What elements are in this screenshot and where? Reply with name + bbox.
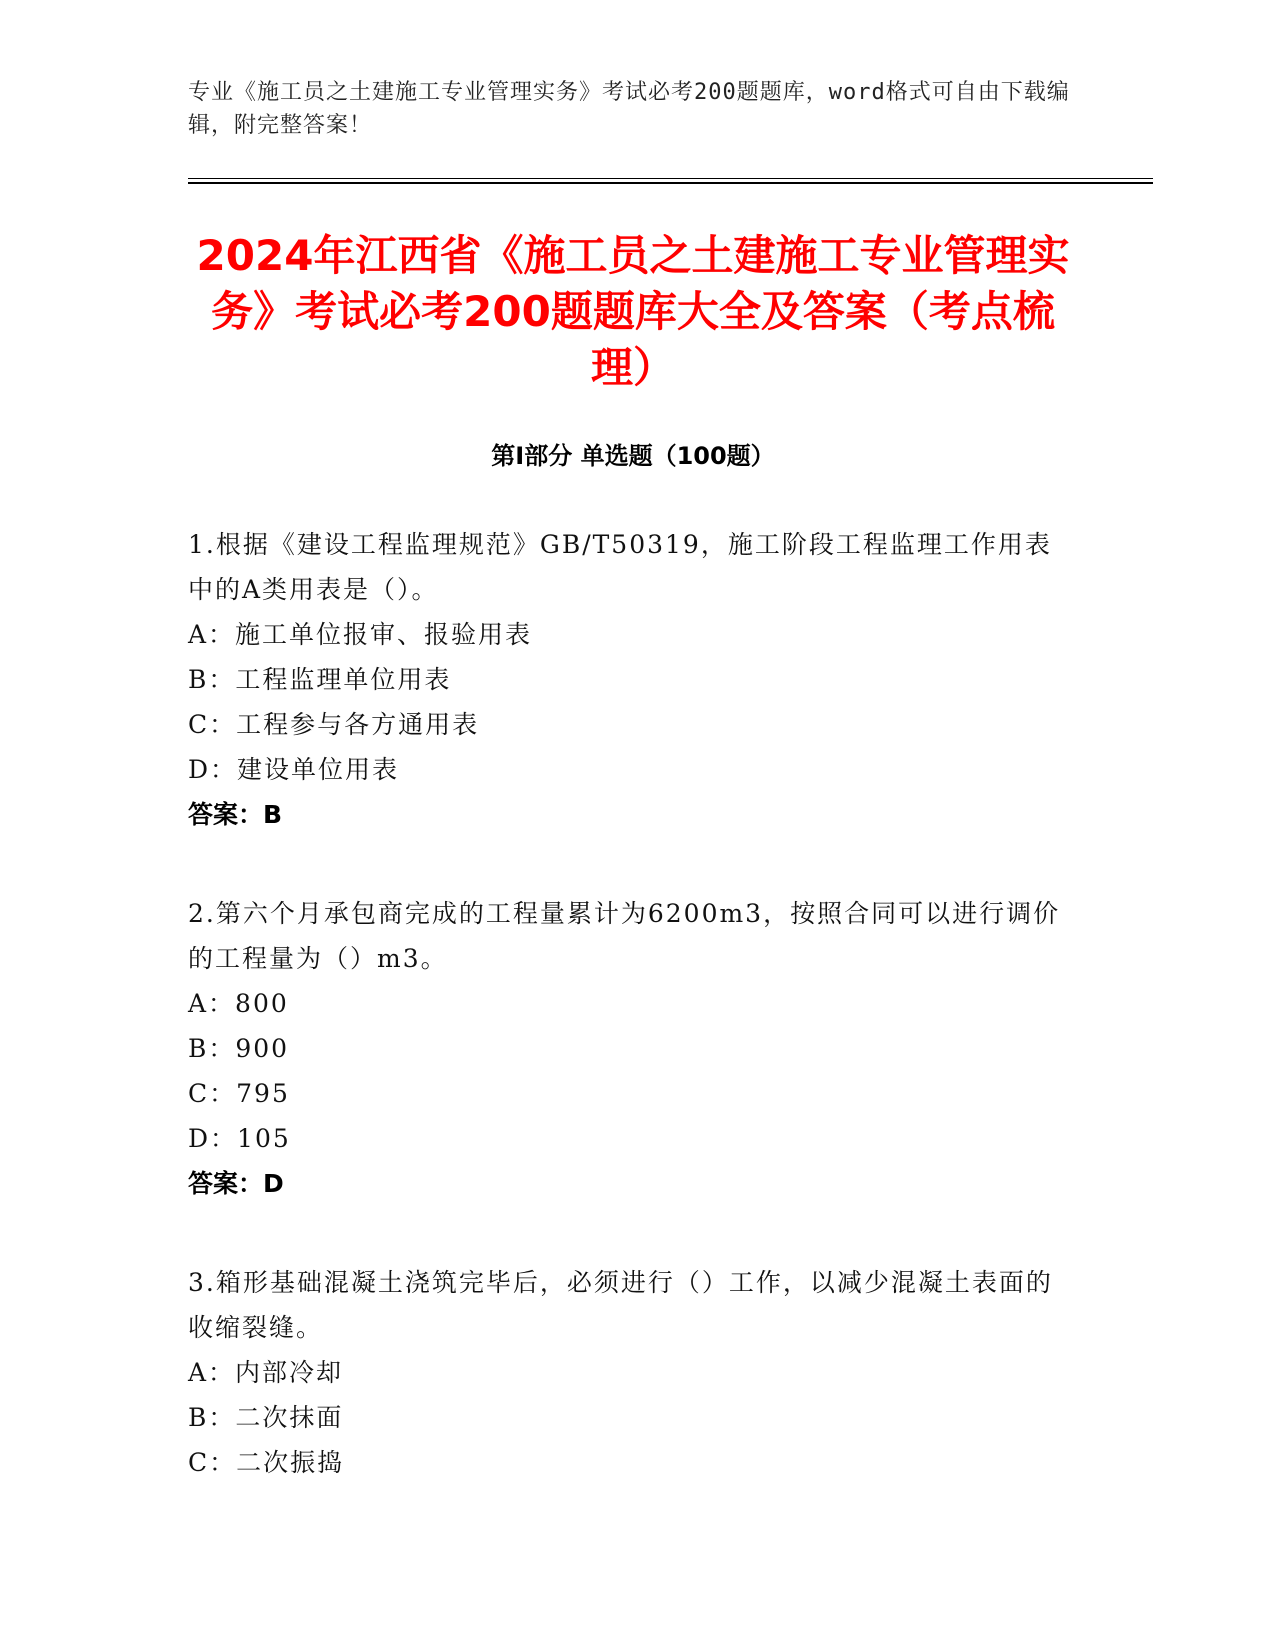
answer-line: 答案：D — [188, 1169, 284, 1198]
option-d: D：105 — [188, 1124, 291, 1153]
question-stem: 3.箱形基础混凝土浇筑完毕后，必须进行（）工作，以减少混凝土表面的收缩裂缝。 — [188, 1268, 1053, 1342]
option-c: C：工程参与各方通用表 — [188, 710, 480, 739]
option-b: B：900 — [188, 1034, 290, 1063]
option-b: B：工程监理单位用表 — [188, 665, 452, 694]
header-divider-thick — [188, 182, 1153, 184]
option-c: C：二次振捣 — [188, 1448, 345, 1477]
question-1 — [188, 522, 1068, 837]
option-a: A：施工单位报审、报验用表 — [188, 620, 533, 649]
header-divider-thin — [188, 178, 1153, 179]
document-title: 2024年江西省《施工员之土建施工专业管理实务》考试必考200题题库大全及答案（考点梳理） — [196, 231, 1070, 392]
option-a: A：内部冷却 — [188, 1358, 344, 1387]
option-b: B：二次抹面 — [188, 1403, 344, 1432]
option-c: C：795 — [188, 1079, 290, 1108]
option-d: D：建设单位用表 — [188, 755, 400, 784]
option-a: A：800 — [188, 989, 289, 1018]
question-stem: 2.第六个月承包商完成的工程量累计为6200m3，按照合同可以进行调价的工程量为（）m3。 — [188, 899, 1061, 973]
section-heading: 第I部分 单选题（100题） — [491, 442, 775, 470]
question-3 — [188, 1260, 1068, 1485]
header-note: 专业《施工员之土建施工专业管理实务》考试必考200题题库，word格式可自由下载编辑，附完整答案！ — [188, 80, 1070, 138]
question-2 — [188, 891, 1068, 1206]
question-stem: 1.根据《建设工程监理规范》GB/T50319，施工阶段工程监理工作用表中的A类用表是（）。 — [188, 530, 1052, 604]
answer-line: 答案：B — [188, 800, 283, 829]
question-list — [188, 522, 1068, 1539]
